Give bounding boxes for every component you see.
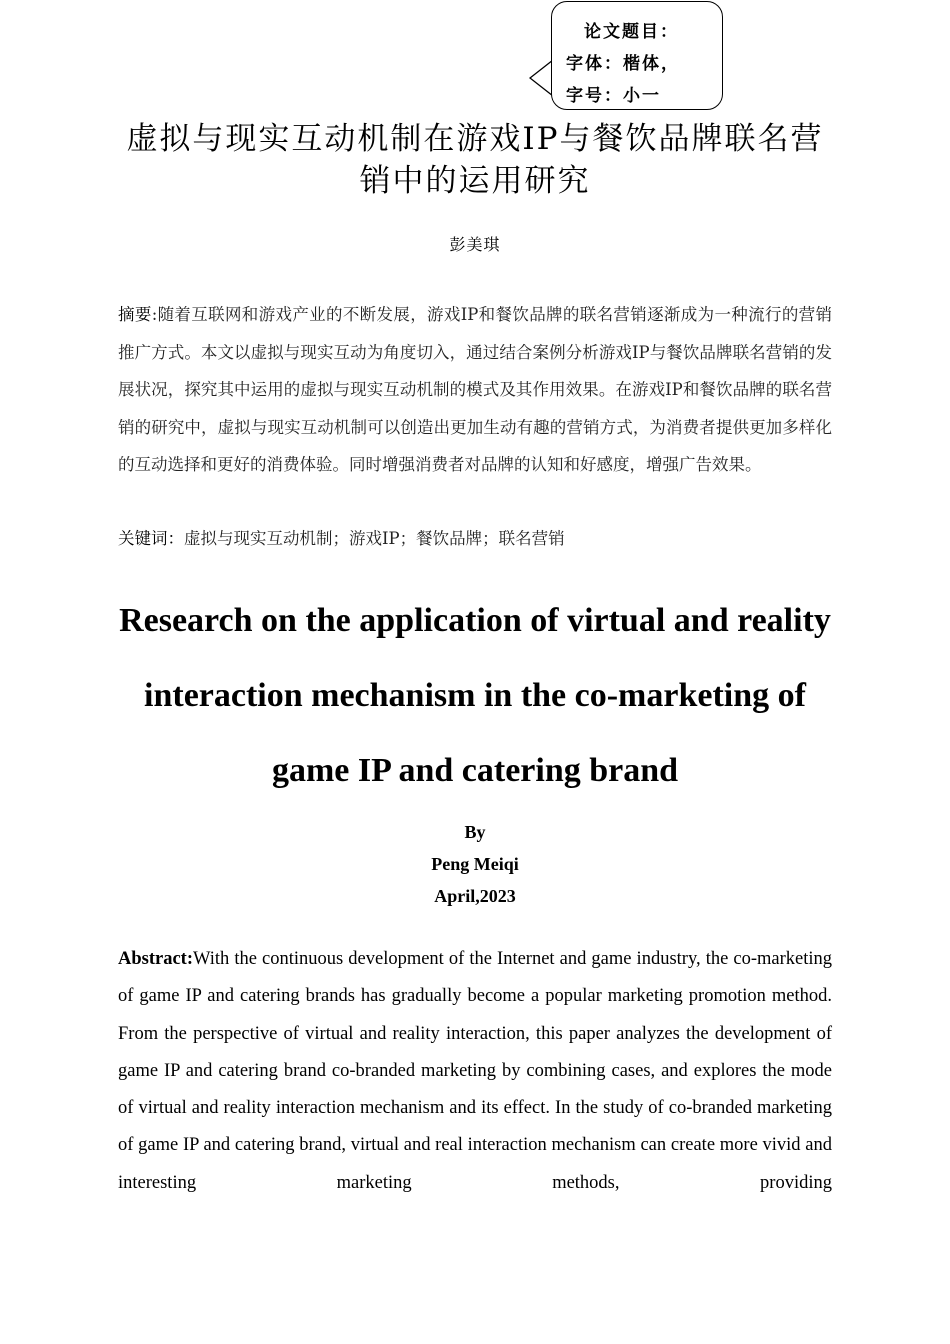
chinese-keywords (118, 520, 832, 558)
chinese-keywords-label: 关键词： (118, 529, 184, 548)
callout-line: 论文题目： (584, 22, 679, 42)
chinese-abstract-label: 摘要 (118, 305, 152, 324)
chinese-abstract-text: :随着互联网和游戏产业的不断发展，游戏IP和餐饮品牌的联名营销逐渐成为一种流行的营销推广方式。本文以虚拟与现实互动为角度切入，通过结合案例分析游戏IP与餐饮品牌联名营销的发展状况，探究其中运用的虚拟与现实互动机制的模式及其作用效果。在游戏IP和餐饮品牌的联名营销的研究中，虚拟与现实互动机制可以创造出更加生动有趣的营销方式，为消费者提供更加多样化的互动选择和更好的消费体验。同时增强消费者对品牌的认知和好感度，增强广告效果。 (118, 305, 832, 474)
english-abstract (118, 941, 832, 1202)
english-date: April,2023 (434, 886, 516, 906)
english-abstract-text: With the continuous development of the Internet and game industry, the co-marketing of game IP and catering brands has gradually become a popular marketing promotion method. From the perspective of virtual and reality interaction, this paper analyzes the development of game IP and catering brand co-branded marketing by combining cases, and explores the mode of virtual and reality interaction mechanism and its effect. In the study of co-branded marketing of game IP and catering brand, virtual and real interaction mechanism can create more vivid and interesting marketing methods, providing (118, 949, 832, 1193)
callout-line: 字体：楷体， (566, 54, 680, 74)
english-abstract-label: Abstract: (118, 949, 194, 969)
callout-line: 字号：小一 (566, 86, 661, 106)
english-title: Research on the application of virtual and reality interaction mechanism in the co-marketing of game IP and catering brand (119, 602, 831, 789)
chinese-abstract (118, 296, 832, 484)
english-byline (118, 816, 832, 912)
by-label: By (464, 822, 486, 842)
callout-text (566, 16, 716, 112)
title-format-callout (551, 1, 723, 110)
chinese-keywords-text: 虚拟与现实互动机制；游戏IP；餐饮品牌；联名营销 (184, 529, 565, 548)
chinese-author: 彭美琪 (449, 235, 501, 254)
english-author: Peng Meiqi (431, 854, 519, 874)
chinese-title: 虚拟与现实互动机制在游戏IP与餐饮品牌联名营销中的运用研究 (126, 121, 824, 199)
